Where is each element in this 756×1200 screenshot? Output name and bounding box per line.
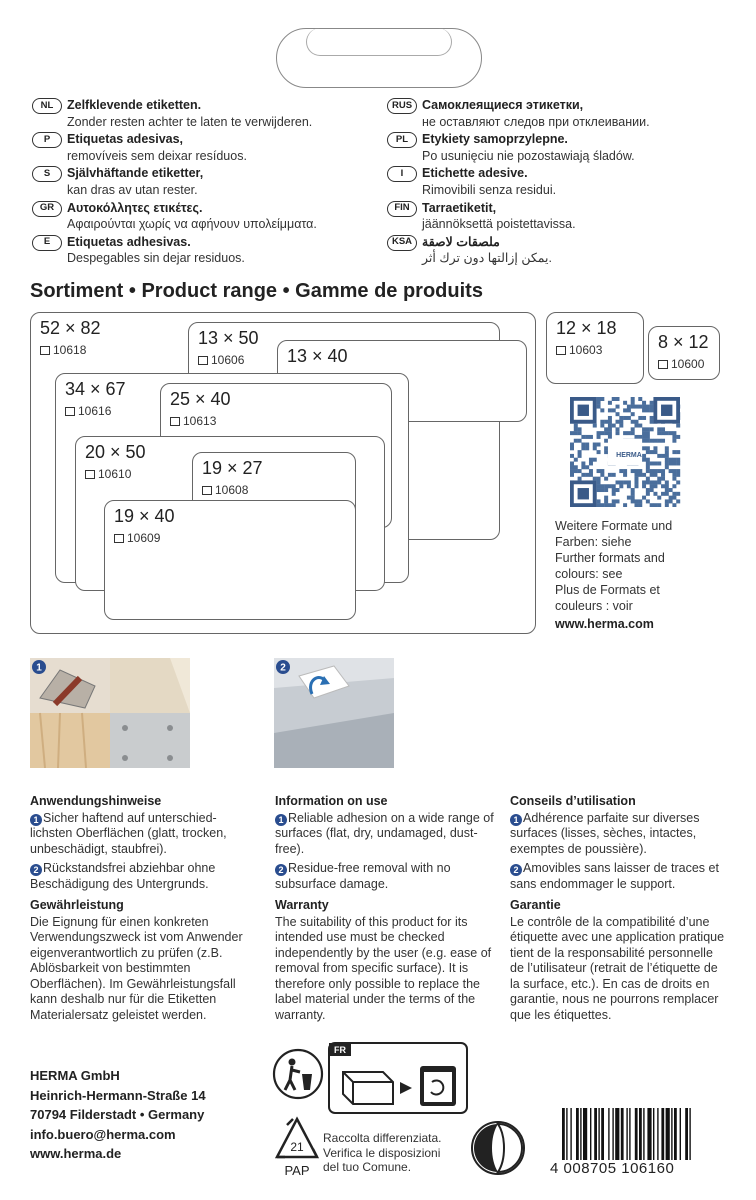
website[interactable]: www.herma.de [30,1146,122,1161]
language-description: Po usunięciu nie pozostawiają śladów. [422,148,635,163]
usage-text-1: Reliable adhesion on a wide range of surfaces (flat, dry, undamaged, dust-free). [275,810,494,856]
barcode-number: 4 008705 106160 [548,1160,728,1177]
usage-text-1: Adhérence parfaite sur diverses surfaces (lisses, sèches, intactes, exemptes de poussière). [510,810,700,856]
label-dimension: 13 × 50 [198,328,259,348]
language-text [67,131,247,164]
number-1-icon: 1 [510,814,522,826]
hang-hole-inner [306,28,452,56]
language-badge: I [387,166,417,182]
language-title: Etiquetas adhesivas. [67,234,191,249]
usage-heading: Conseils d’utilisation [510,794,636,808]
language-badge: E [32,235,62,251]
usage-point-2 [510,861,730,892]
warranty-text: The suitability of this product for its intended use must be checked independently by the user (e.g. ease of removal from specific surface). It is therefore only possible to replace the label material under the terms of the warranty. [275,914,492,1022]
language-badge: FIN [387,201,417,217]
label-size-box [648,326,720,380]
package-icon [114,534,124,543]
language-text [67,97,312,130]
label-article-number [202,483,248,497]
language-block [387,165,650,198]
usage-point-2 [30,861,250,892]
language-text [67,200,317,233]
number-2-icon: 2 [275,864,287,876]
recycle-code: 21 [290,1140,304,1154]
usage-text-2: Amovibles sans laisser de traces et sans endommager le support. [510,861,719,891]
language-description: jäännöksettä poistettavissa. [422,217,576,232]
package-icon [556,346,566,355]
package-icon [40,346,50,355]
info-column-de [30,794,250,1027]
label-article-number [198,353,244,367]
label-dimension: 19 × 27 [202,458,263,478]
language-title: Zelfklevende etiketten. [67,98,202,112]
usage-heading: Information on use [275,794,388,808]
product-range-title: Sortiment • Product range • Gamme de produits [30,280,483,302]
usage-heading: Anwendungshinweise [30,794,162,808]
label-code: 10613 [183,414,217,428]
language-block [32,165,317,198]
language-text [422,234,552,267]
usage-text-2: Rückstandsfrei abziehbar ohne Beschädigung des Untergrunds. [30,861,216,891]
language-title: Etykiety samoprzylepne. [422,132,568,147]
number-1-icon: 1 [275,814,287,826]
info-column-en [275,794,495,1027]
qr-code-icon [555,397,695,507]
step-2-number: 2 [280,662,286,674]
label-article-number [114,531,160,545]
language-badge: GR [32,201,62,217]
warranty-heading: Warranty [275,898,329,912]
language-block [32,131,317,164]
label-dimension: 34 × 67 [65,379,126,399]
usage-point-1 [510,811,730,858]
language-description: removíveis sem deixar resíduos. [67,148,247,163]
label-code: 10618 [53,343,87,357]
label-article-number [556,343,602,357]
label-code: 10608 [215,483,249,497]
street: Heinrich-Hermann-Straße 14 [30,1087,206,1103]
company-name: HERMA GmbH [30,1068,120,1083]
triman-fr-icon [328,1042,468,1114]
language-description: Rimovibili senza residui. [422,182,557,197]
label-article-number [658,357,704,371]
language-description: не оставляют следов при отклеивании. [422,114,650,129]
package-icon [198,356,208,365]
fr-tag: FR [334,1045,346,1055]
recycle-material: PAP [284,1163,310,1178]
formats-de: Weitere Formate und Farben: siehe [555,519,673,549]
usage-point-1 [30,811,250,858]
language-badge: P [32,132,62,148]
language-title: Αυτοκόλλητες ετικέτες. [67,200,203,215]
language-badge: KSA [387,235,417,251]
label-dimension: 25 × 40 [170,389,231,409]
label-size-box [546,312,644,384]
label-article-number [85,467,131,481]
warranty-heading: Gewährleistung [30,898,124,912]
language-title: Etichette adesive. [422,166,528,181]
number-2-icon: 2 [510,864,522,876]
tidyman-icon [272,1048,324,1100]
label-code: 10609 [127,531,161,545]
warranty-text: Die Eignung für einen konkreten Verwendungszweck ist vom Anwender eigenverantwortlich zu prüfen (z.B. Ablösbarkeit von bestimmten Oberflächen). Im Gewährleistungsfall kann deshalb nur für die Etiketten Materialersatz geleistet werden. [30,914,243,1022]
info-column-fr [510,794,730,1027]
green-dot-icon [470,1120,526,1176]
label-code: 10616 [78,404,112,418]
language-text [67,234,245,267]
package-icon [170,417,180,426]
label-dimension: 8 × 12 [658,332,709,352]
languages-right [387,97,650,268]
label-code: 10610 [98,467,132,481]
step-1-number: 1 [36,662,42,674]
label-code: 10606 [211,353,245,367]
recycle-triangle-icon [273,1115,321,1181]
language-title: ملصقات لاصقة [422,234,500,249]
removal-illustration [274,658,394,768]
label-dimension: 52 × 82 [40,318,101,338]
language-title: Självhäftande etiketter, [67,166,204,181]
recycle-line-2: Verifica le disposizioni [323,1145,441,1160]
language-badge: NL [32,98,62,114]
label-dimension: 19 × 40 [114,506,175,526]
language-block [387,234,650,267]
language-description: kan dras av utan rester. [67,182,198,197]
label-article-number [170,414,216,428]
formats-en: Further formats and colours: see [555,551,665,581]
label-code: 10603 [569,343,603,357]
package-icon [85,470,95,479]
usage-text-2: Residue-free removal with no subsurface damage. [275,861,451,891]
language-block [387,97,650,130]
warranty-heading: Garantie [510,898,561,912]
label-dimension: 12 × 18 [556,318,617,338]
label-code: 10600 [671,357,705,371]
usage-point-2 [275,861,495,892]
language-description: Despegables sin dejar residuos. [67,251,245,266]
email[interactable]: info.buero@herma.com [30,1126,176,1142]
label-article-number [40,343,86,357]
usage-point-1 [275,811,495,858]
language-text [422,200,576,233]
language-badge: S [32,166,62,182]
label-size-box [104,500,356,620]
package-icon [658,360,668,369]
language-text [422,97,650,130]
language-title: Etiquetas adesivas, [67,132,184,147]
number-1-icon: 1 [30,814,42,826]
language-block [32,234,317,267]
recycle-line-3: del tuo Comune. [323,1160,412,1174]
number-2-icon: 2 [30,864,42,876]
language-badge: RUS [387,98,417,114]
languages-left [32,97,317,268]
language-title: Tarraetiketit, [422,200,497,215]
language-text [422,165,556,198]
recycle-info [323,1131,442,1175]
formats-fr: Plus de Formats et couleurs : voir [555,583,660,613]
company-address [30,1066,206,1164]
label-dimension: 20 × 50 [85,442,146,462]
package-icon [202,486,212,495]
language-block [387,131,650,164]
warranty-text: Le contrôle de la compatibilité d’une étiquette avec une application pratique tient de la responsabilité personnelle de l’utilisateur (retrait de l’étiquette de la surface, etc.). En cas de droits en garantie, nous ne pourrons remplacer que les étiquettes. [510,914,725,1022]
language-description: Αφαιρούνται χωρίς να αφήνουν υπολείμματα. [67,217,317,232]
usage-text-1: Sicher haftend auf unterschied-lichsten Oberflächen (glatt, trocken, unbeschädigt, staubfrei). [30,810,227,856]
formats-note [555,518,695,632]
language-text [422,131,635,164]
surfaces-illustration [30,658,190,768]
language-block [387,200,650,233]
language-block [32,97,317,130]
label-dimension: 13 × 40 [287,346,348,366]
language-description: يمكن إزالتها دون ترك أثر. [422,251,552,266]
language-block [32,200,317,233]
language-title: Самоклеящиеся этикетки, [422,98,584,112]
city: 70794 Filderstadt • Germany [30,1107,205,1122]
formats-url[interactable]: www.herma.com [555,617,654,631]
language-text [67,165,203,198]
label-article-number [65,404,111,418]
language-description: Zonder resten achter te laten te verwijderen. [67,114,313,129]
language-badge: PL [387,132,417,148]
recycle-line-1: Raccolta differenziata. [323,1131,442,1145]
package-icon [65,407,75,416]
qr-brand-text: HERMA [616,451,642,459]
